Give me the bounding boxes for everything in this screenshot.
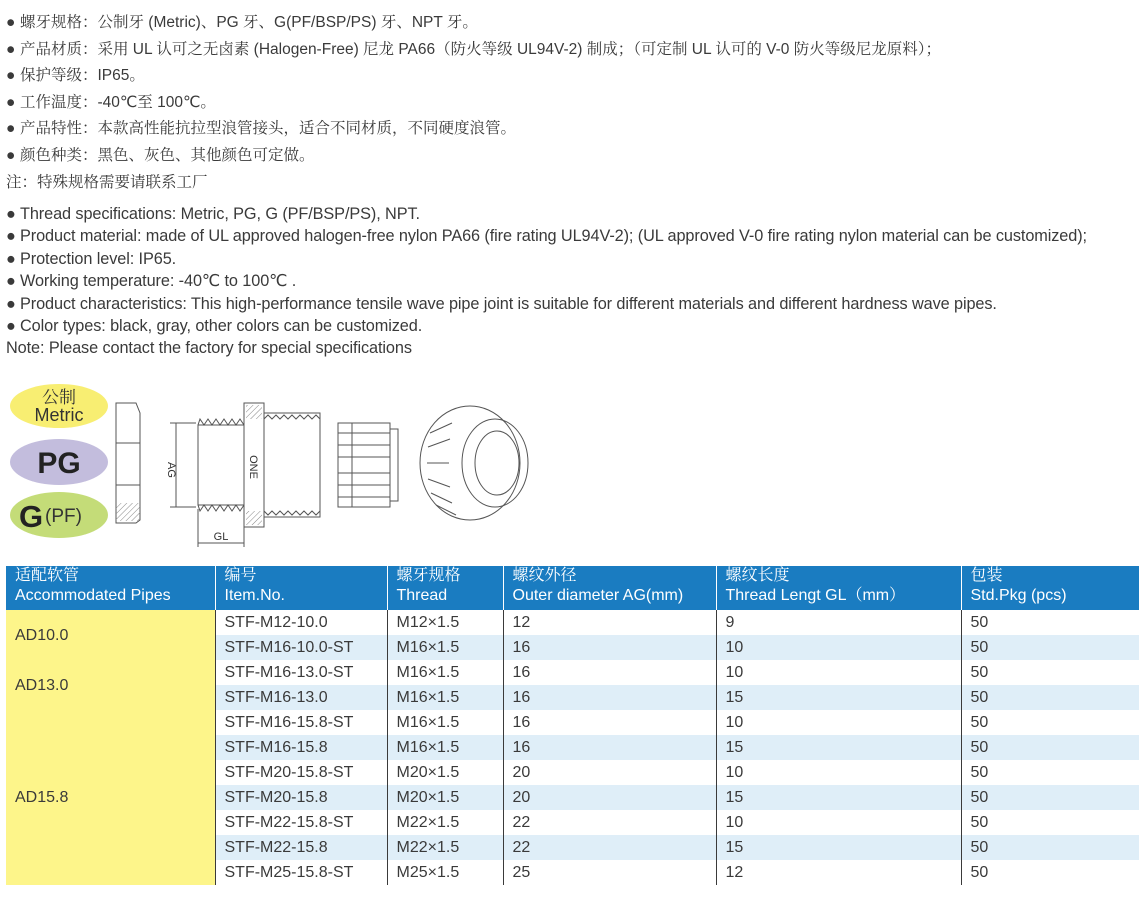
- item-cell: STF-M12-10.0: [215, 610, 387, 635]
- thread-cell: M25×1.5: [387, 860, 503, 885]
- pkg-cell: 50: [961, 735, 1139, 760]
- body-section-drawing: [170, 403, 320, 547]
- cn-spec-item: ● 螺牙规格：公制牙 (Metric)、PG 牙、G(PF/BSP/PS) 牙、NPT 牙。: [6, 10, 1136, 37]
- pkg-cell: 50: [961, 835, 1139, 860]
- collet-drawing: [338, 423, 398, 507]
- thread-cell: M22×1.5: [387, 835, 503, 860]
- thread-cell: M16×1.5: [387, 660, 503, 685]
- gl-cell: 10: [716, 810, 961, 835]
- cap-drawing: [420, 406, 528, 520]
- pg-badge: [10, 439, 108, 485]
- item-cell: STF-M16-13.0-ST: [215, 660, 387, 685]
- ag-cell: 16: [503, 635, 716, 660]
- gl-dimension-label: GL: [213, 531, 229, 543]
- ag-cell: 20: [503, 760, 716, 785]
- col-header-thread: 螺牙规格 Thread: [387, 566, 503, 610]
- pg-badge-label: PG: [37, 447, 81, 480]
- pkg-cell: 50: [970, 714, 989, 731]
- bullet-icon: ●: [6, 120, 16, 138]
- gl-cell: 15: [716, 785, 961, 810]
- bullet-icon: ●: [6, 294, 16, 313]
- cn-note: 注：特殊规格需要请联系工厂: [6, 173, 208, 191]
- hex-nut-drawing: [116, 403, 140, 523]
- ag-cell: 16: [503, 660, 716, 685]
- cn-spec-item: ● 产品材质：采用 UL 认可之无卤素 (Halogen-Free) 尼龙 PA66（防火等级 UL94V-2) 制成；（可定制 UL 认可的 V-0 防火等级尼龙原料）；: [6, 37, 1136, 64]
- thread-cell: M16×1.5: [387, 735, 503, 760]
- gl-cell: 15: [716, 735, 961, 760]
- col-header-thread-length: 螺纹长度 Thread Lengt GL（mm）: [716, 566, 961, 610]
- thread-cell: M12×1.5: [387, 610, 503, 635]
- cn-spec-item: ● 保护等级：IP65。: [6, 63, 1136, 90]
- cn-spec-list: [6, 10, 1136, 196]
- item-cell: STF-M16-15.8-ST: [215, 710, 387, 735]
- gl-cell: 15: [716, 685, 961, 710]
- thread-cell: M16×1.5: [387, 710, 503, 735]
- bullet-icon: ●: [6, 67, 16, 85]
- en-note: Note: Please contact the factory for special specifications: [6, 339, 412, 358]
- pkg-cell: 50: [961, 635, 1139, 660]
- ag-cell: 16: [503, 685, 716, 710]
- bullet-icon: ●: [6, 146, 16, 164]
- spec-table: [6, 566, 1139, 885]
- gl-cell: 9: [716, 610, 961, 635]
- en-spec-item: ● Thread specifications: Metric, PG, G (PF/BSP/PS), NPT.: [6, 203, 1141, 225]
- pipe-cell: AD13.0: [6, 660, 215, 710]
- item-cell: STF-M22-15.8: [215, 835, 387, 860]
- gl-cell: 10: [716, 760, 961, 785]
- en-spec-item: ● Color types: black, gray, other colors can be customized.: [6, 315, 1141, 337]
- thread-cell: M20×1.5: [387, 785, 503, 810]
- bullet-icon: ●: [6, 272, 16, 291]
- thread-cell: M16×1.5: [387, 635, 503, 660]
- table-row: [6, 710, 1139, 735]
- pkg-cell: 50: [970, 664, 989, 681]
- one-mark-label: ONE: [247, 455, 259, 479]
- thread-cell: M16×1.5: [387, 685, 503, 710]
- ag-dimension-label: AG: [165, 462, 177, 478]
- table-row: [6, 660, 1139, 685]
- en-spec-list: [6, 203, 1141, 360]
- cn-spec-item: ● 颜色种类：黑色、灰色、其他颜色可定做。: [6, 143, 1136, 170]
- cn-spec-item: ● 产品特性：本款高性能抗拉型浪管接头，适合不同材质，不同硬度浪管。: [6, 116, 1136, 143]
- gl-cell: 10: [716, 635, 961, 660]
- item-cell: STF-M20-15.8-ST: [215, 760, 387, 785]
- metric-badge: [10, 384, 108, 428]
- pkg-cell: 50: [970, 764, 989, 781]
- g-badge-main: G: [19, 499, 44, 534]
- ag-cell: 16: [503, 735, 716, 760]
- item-cell: STF-M16-15.8: [215, 735, 387, 760]
- ag-cell: 22: [503, 835, 716, 860]
- g-badge: [10, 492, 108, 538]
- gl-cell: 15: [716, 835, 961, 860]
- col-header-outer-diameter: 螺纹外径 Outer diameter AG(mm): [503, 566, 716, 610]
- item-cell: STF-M16-10.0-ST: [215, 635, 387, 660]
- g-badge-sub: (PF): [45, 506, 82, 527]
- en-spec-item: ● Working temperature: -40℃ to 100℃ .: [6, 270, 1141, 292]
- en-spec-item: ● Protection level: IP65.: [6, 248, 1141, 270]
- metric-badge-cn: 公制: [42, 388, 76, 407]
- pkg-cell: 50: [970, 864, 989, 881]
- product-drawing: [0, 375, 540, 555]
- item-cell: STF-M16-13.0: [215, 685, 387, 710]
- bullet-icon: ●: [6, 249, 16, 268]
- thread-cell: M20×1.5: [387, 760, 503, 785]
- thread-cell: M22×1.5: [387, 810, 503, 835]
- bullet-icon: ●: [6, 317, 16, 336]
- pipe-cell: AD10.0: [6, 610, 215, 660]
- metric-badge-en: Metric: [34, 405, 84, 425]
- cn-spec-item: ● 工作温度：-40℃至 100℃。: [6, 90, 1136, 117]
- pkg-cell: 50: [961, 785, 1139, 810]
- pkg-cell: 50: [961, 685, 1139, 710]
- item-cell: STF-M20-15.8: [215, 785, 387, 810]
- gl-cell: 10: [716, 710, 961, 735]
- gl-cell: 10: [716, 660, 961, 685]
- col-header-item: 编号 Item.No.: [215, 566, 387, 610]
- bullet-icon: ●: [6, 40, 16, 58]
- table-row: [6, 610, 1139, 635]
- bullet-icon: ●: [6, 93, 16, 111]
- pkg-cell: 50: [970, 614, 989, 631]
- bullet-icon: ●: [6, 205, 16, 223]
- pipe-cell: AD15.8: [6, 710, 215, 885]
- col-header-pipes: 适配软管 Accommodated Pipes: [6, 566, 215, 610]
- gl-cell: 12: [716, 860, 961, 885]
- col-header-pkg: 包装 Std.Pkg (pcs): [961, 566, 1139, 610]
- en-spec-item: ● Product characteristics: This high-performance tensile wave pipe joint is suitable for different materials and different hardness wave pipes.: [6, 293, 1141, 315]
- en-spec-item: ● Product material: made of UL approved halogen-free nylon PA66 (fire rating UL94V-2); (UL approved V-0 fire rating nylon material can be customized);: [6, 225, 1141, 247]
- bullet-icon: ●: [6, 227, 16, 246]
- item-cell: STF-M25-15.8-ST: [215, 860, 387, 885]
- ag-cell: 20: [503, 785, 716, 810]
- bullet-icon: ●: [6, 14, 16, 31]
- item-cell: STF-M22-15.8-ST: [215, 810, 387, 835]
- ag-cell: 16: [503, 710, 716, 735]
- ag-cell: 25: [503, 860, 716, 885]
- ag-cell: 22: [503, 810, 716, 835]
- ag-cell: 12: [503, 610, 716, 635]
- pkg-cell: 50: [970, 814, 989, 831]
- table-header-row: [6, 566, 1139, 610]
